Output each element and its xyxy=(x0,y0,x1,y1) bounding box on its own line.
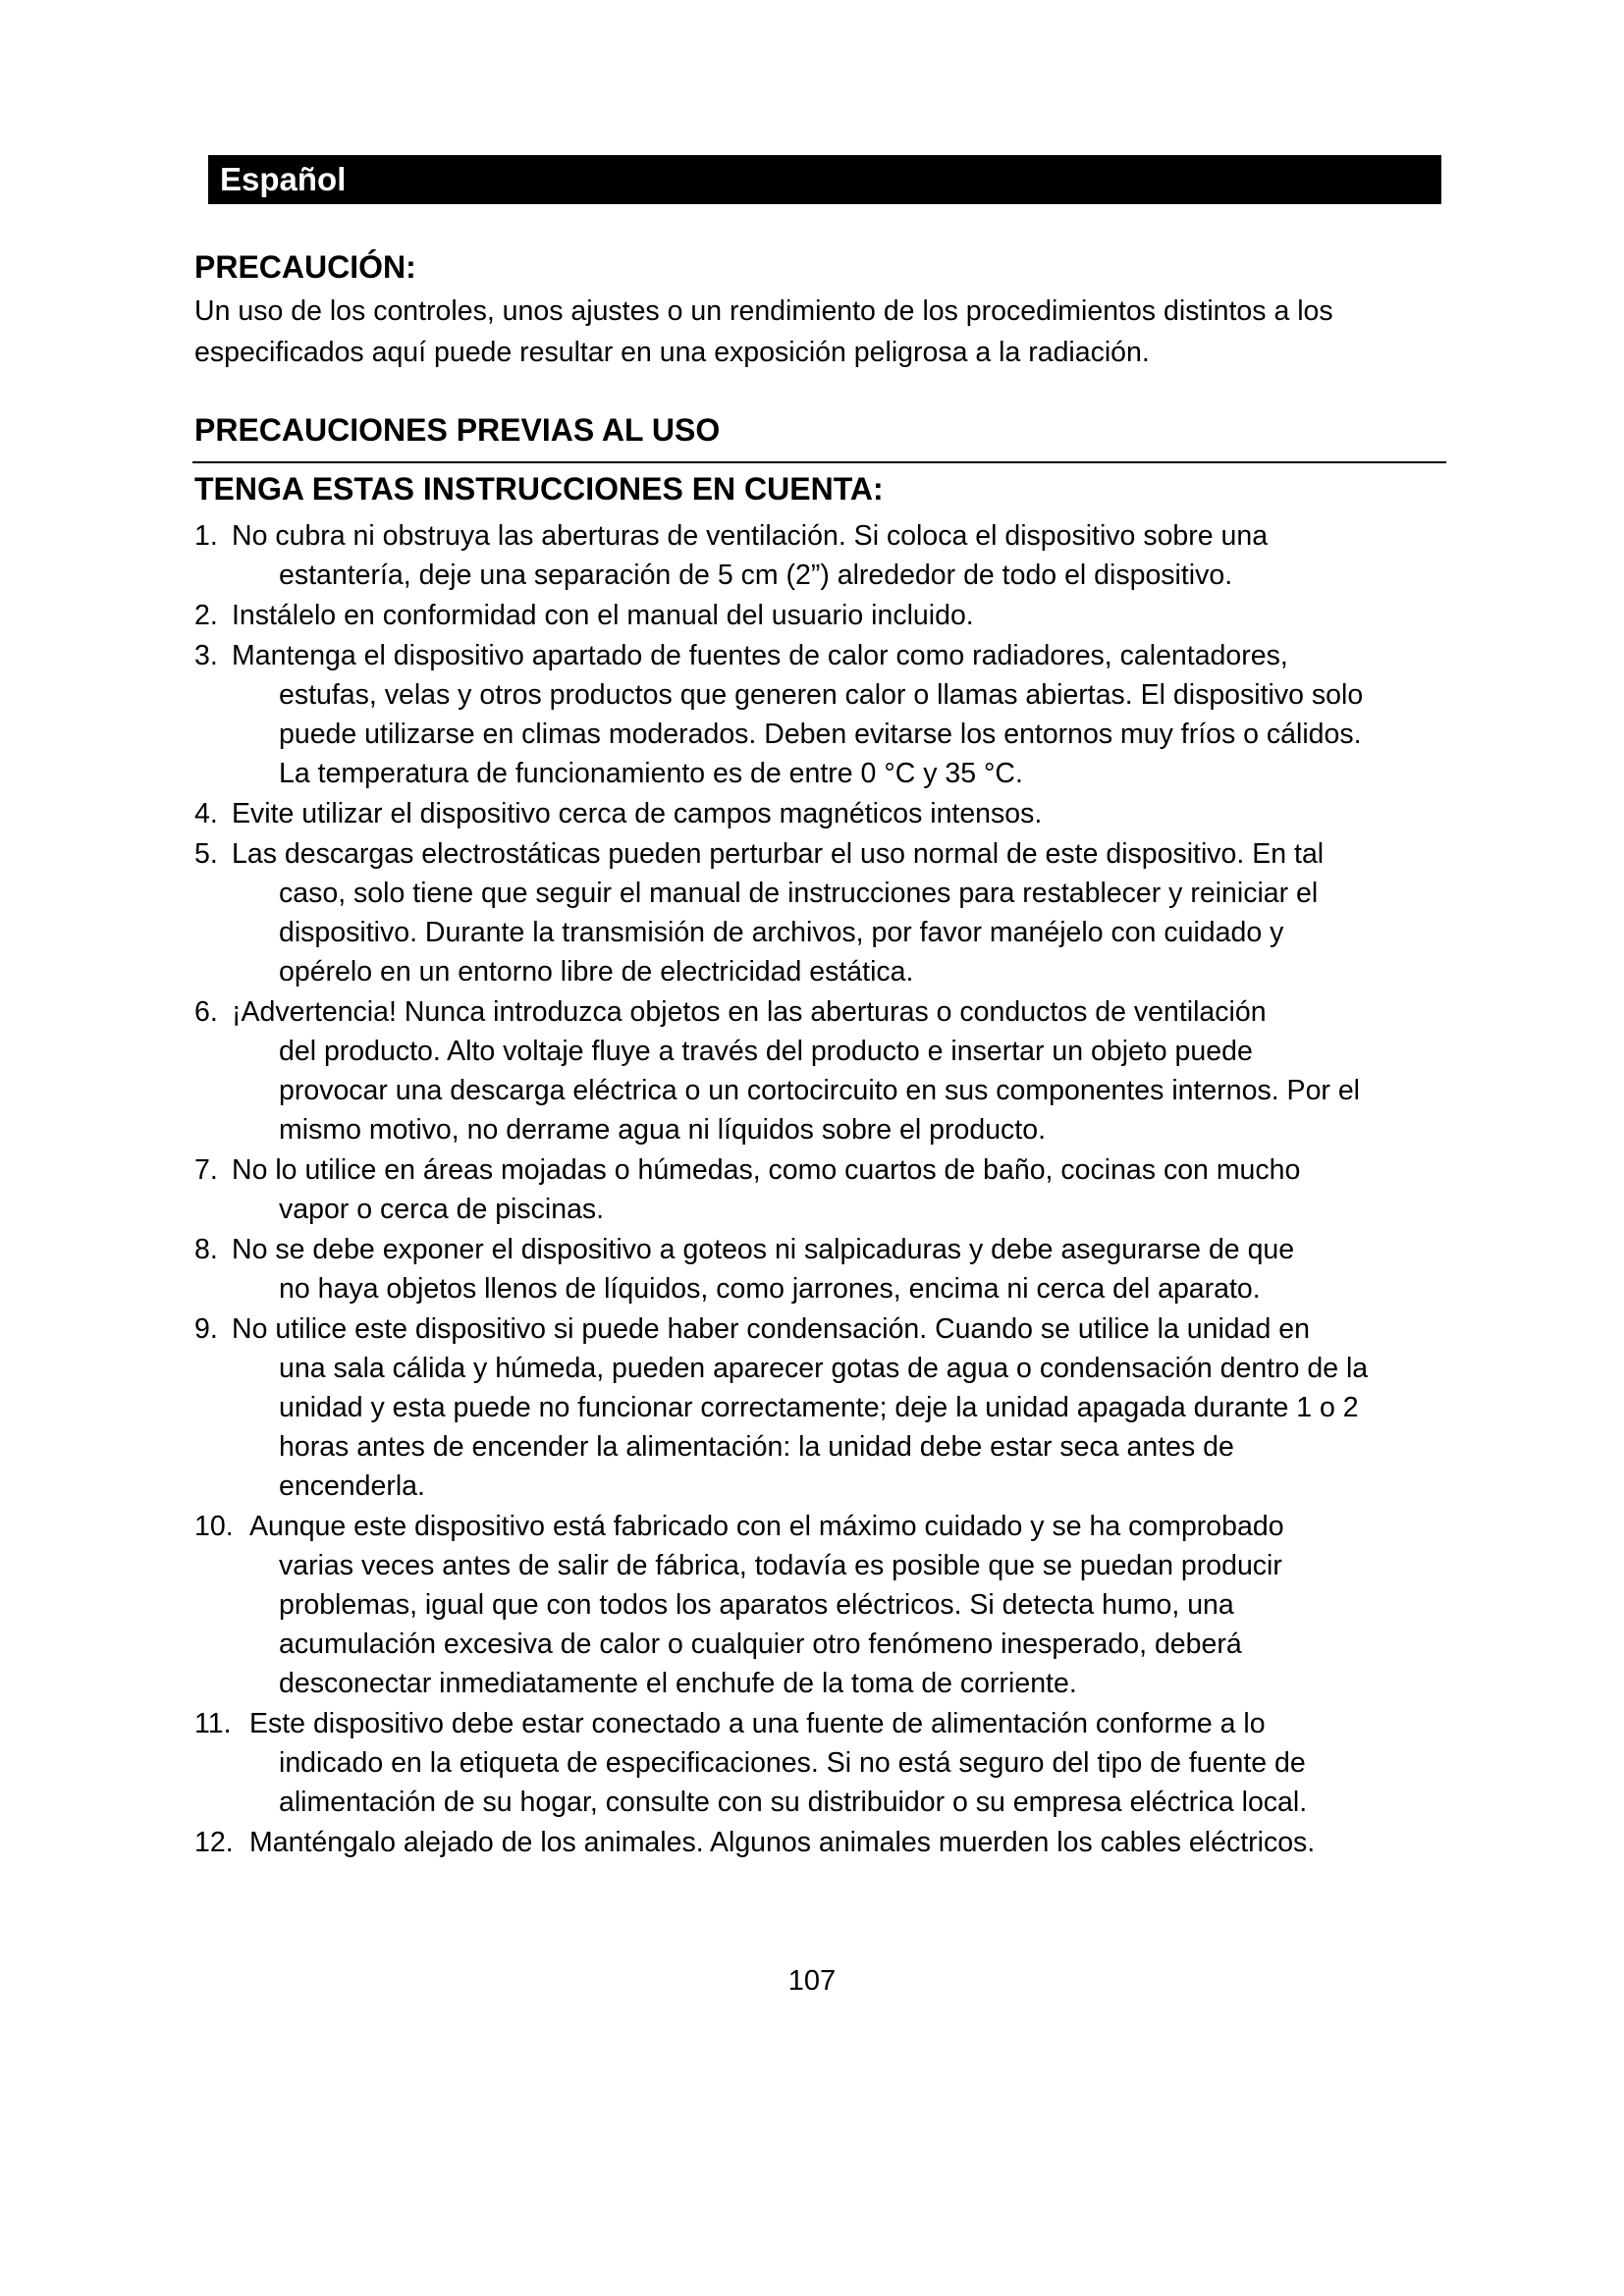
list-item-line: No cubra ni obstruya las aberturas de ventilación. Si coloca el dispositivo sobre una xyxy=(232,520,1269,552)
list-item xyxy=(194,1704,1451,1822)
list-item-line: Manténgalo alejado de los animales. Algunos animales muerden los cables eléctricos. xyxy=(249,1827,1316,1858)
language-banner: Español xyxy=(208,155,1441,204)
list-item-line: Mantenga el dispositivo apartado de fuentes de calor como radiadores, calentadores, xyxy=(232,640,1288,671)
list-item-line: vapor o cerca de piscinas. xyxy=(279,1194,605,1225)
list-item-line: varias veces antes de salir de fábrica, todavía es posible que se puedan producir xyxy=(279,1550,1282,1581)
list-item-line: No utilice este dispositivo si puede haber condensación. Cuando se utilice la unidad en xyxy=(232,1313,1310,1345)
list-item xyxy=(194,636,1451,793)
list-item-number: 9. xyxy=(194,1313,218,1345)
instructions-subheading: TENGA ESTAS INSTRUCCIONES EN CUENTA: xyxy=(194,471,884,507)
list-item-number: 5. xyxy=(194,838,218,870)
list-item-number: 2. xyxy=(194,600,218,631)
list-item-number: 7. xyxy=(194,1154,218,1186)
list-item-line: opérelo en un entorno libre de electricidad estática. xyxy=(279,956,914,988)
list-item-line: problemas, igual que con todos los aparatos eléctricos. Si detecta humo, una xyxy=(279,1589,1234,1621)
list-item-number: 12. xyxy=(194,1827,234,1858)
section-divider xyxy=(192,461,1446,463)
list-item-line: Aunque este dispositivo está fabricado con el máximo cuidado y se ha comprobado xyxy=(249,1511,1284,1542)
list-item-number: 4. xyxy=(194,798,218,829)
list-item-line: provocar una descarga eléctrica o un cortocircuito en sus componentes internos. Por el xyxy=(279,1075,1361,1106)
list-item-line: Evite utilizar el dispositivo cerca de campos magnéticos intensos. xyxy=(232,798,1043,829)
list-item-line: Instálelo en conformidad con el manual del usuario incluido. xyxy=(232,600,974,631)
list-item-line: caso, solo tiene que seguir el manual de instrucciones para restablecer y reiniciar el xyxy=(279,878,1319,909)
list-item xyxy=(194,1230,1451,1308)
list-item xyxy=(194,1507,1451,1703)
list-item xyxy=(194,1150,1451,1229)
list-item-line: estufas, velas y otros productos que generen calor o llamas abiertas. El dispositivo solo xyxy=(279,679,1364,711)
list-item-line: horas antes de encender la alimentación: la unidad debe estar seca antes de xyxy=(279,1431,1234,1463)
caution-text xyxy=(194,291,1451,373)
caution-line: Un uso de los controles, unos ajustes o un rendimiento de los procedimientos distintos a los xyxy=(194,295,1333,327)
list-item-line: alimentación de su hogar, consulte con su distribuidor o su empresa eléctrica local. xyxy=(279,1787,1308,1818)
list-item-line: dispositivo. Durante la transmisión de archivos, por favor manéjelo con cuidado y xyxy=(279,917,1284,948)
list-item-line: Este dispositivo debe estar conectado a una fuente de alimentación conforme a lo xyxy=(249,1708,1266,1739)
instruction-list xyxy=(194,516,1451,1862)
list-item-line: desconectar inmediatamente el enchufe de la toma de corriente. xyxy=(279,1668,1077,1699)
list-item-line: una sala cálida y húmeda, pueden aparecer gotas de agua o condensación dentro de la xyxy=(279,1353,1369,1384)
caution-heading: PRECAUCIÓN: xyxy=(194,249,416,285)
list-item-line: encenderla. xyxy=(279,1470,425,1502)
list-item-line: no haya objetos llenos de líquidos, como jarrones, encima ni cerca del aparato. xyxy=(279,1273,1261,1305)
list-item-line: La temperatura de funcionamiento es de entre 0 °C y 35 °C. xyxy=(279,758,1023,789)
list-item-number: 6. xyxy=(194,996,218,1028)
list-item-number: 10. xyxy=(194,1511,234,1542)
caution-line: especificados aquí puede resultar en una exposición peligrosa a la radiación. xyxy=(194,337,1150,368)
list-item-line: estantería, deje una separación de 5 cm (2”) alrededor de todo el dispositivo. xyxy=(279,560,1233,591)
list-item-line: puede utilizarse en climas moderados. Deben evitarse los entornos muy fríos o cálidos. xyxy=(279,719,1362,750)
list-item xyxy=(194,1309,1451,1506)
list-item xyxy=(194,596,1451,635)
list-item-line: acumulación excesiva de calor o cualquier otro fenómeno inesperado, deberá xyxy=(279,1629,1242,1660)
list-item-line: mismo motivo, no derrame agua ni líquidos sobre el producto. xyxy=(279,1114,1046,1146)
precautions-heading: PRECAUCIONES PREVIAS AL USO xyxy=(194,412,721,448)
list-item-line: ¡Advertencia! Nunca introduzca objetos en las aberturas o conductos de ventilación xyxy=(232,996,1267,1028)
list-item xyxy=(194,1823,1451,1862)
list-item-line: unidad y esta puede no funcionar correctamente; deje la unidad apagada durante 1 o 2 xyxy=(279,1392,1359,1423)
list-item-line: indicado en la etiqueta de especificaciones. Si no está seguro del tipo de fuente de xyxy=(279,1747,1306,1779)
list-item xyxy=(194,834,1451,991)
list-item xyxy=(194,992,1451,1149)
list-item-number: 8. xyxy=(194,1234,218,1265)
list-item-line: No se debe exponer el dispositivo a goteos ni salpicaduras y debe asegurarse de que xyxy=(232,1234,1295,1265)
list-item-line: No lo utilice en áreas mojadas o húmedas, como cuartos de baño, cocinas con mucho xyxy=(232,1154,1301,1186)
list-item-number: 1. xyxy=(194,520,218,552)
page-number: 107 xyxy=(787,1965,837,1997)
list-item-number: 3. xyxy=(194,640,218,671)
list-item-line: Las descargas electrostáticas pueden perturbar el uso normal de este dispositivo. En tal xyxy=(232,838,1325,870)
list-item-number: 11. xyxy=(194,1708,232,1739)
list-item xyxy=(194,516,1451,595)
list-item-line: del producto. Alto voltaje fluye a través del producto e insertar un objeto puede xyxy=(279,1036,1253,1067)
list-item xyxy=(194,794,1451,833)
